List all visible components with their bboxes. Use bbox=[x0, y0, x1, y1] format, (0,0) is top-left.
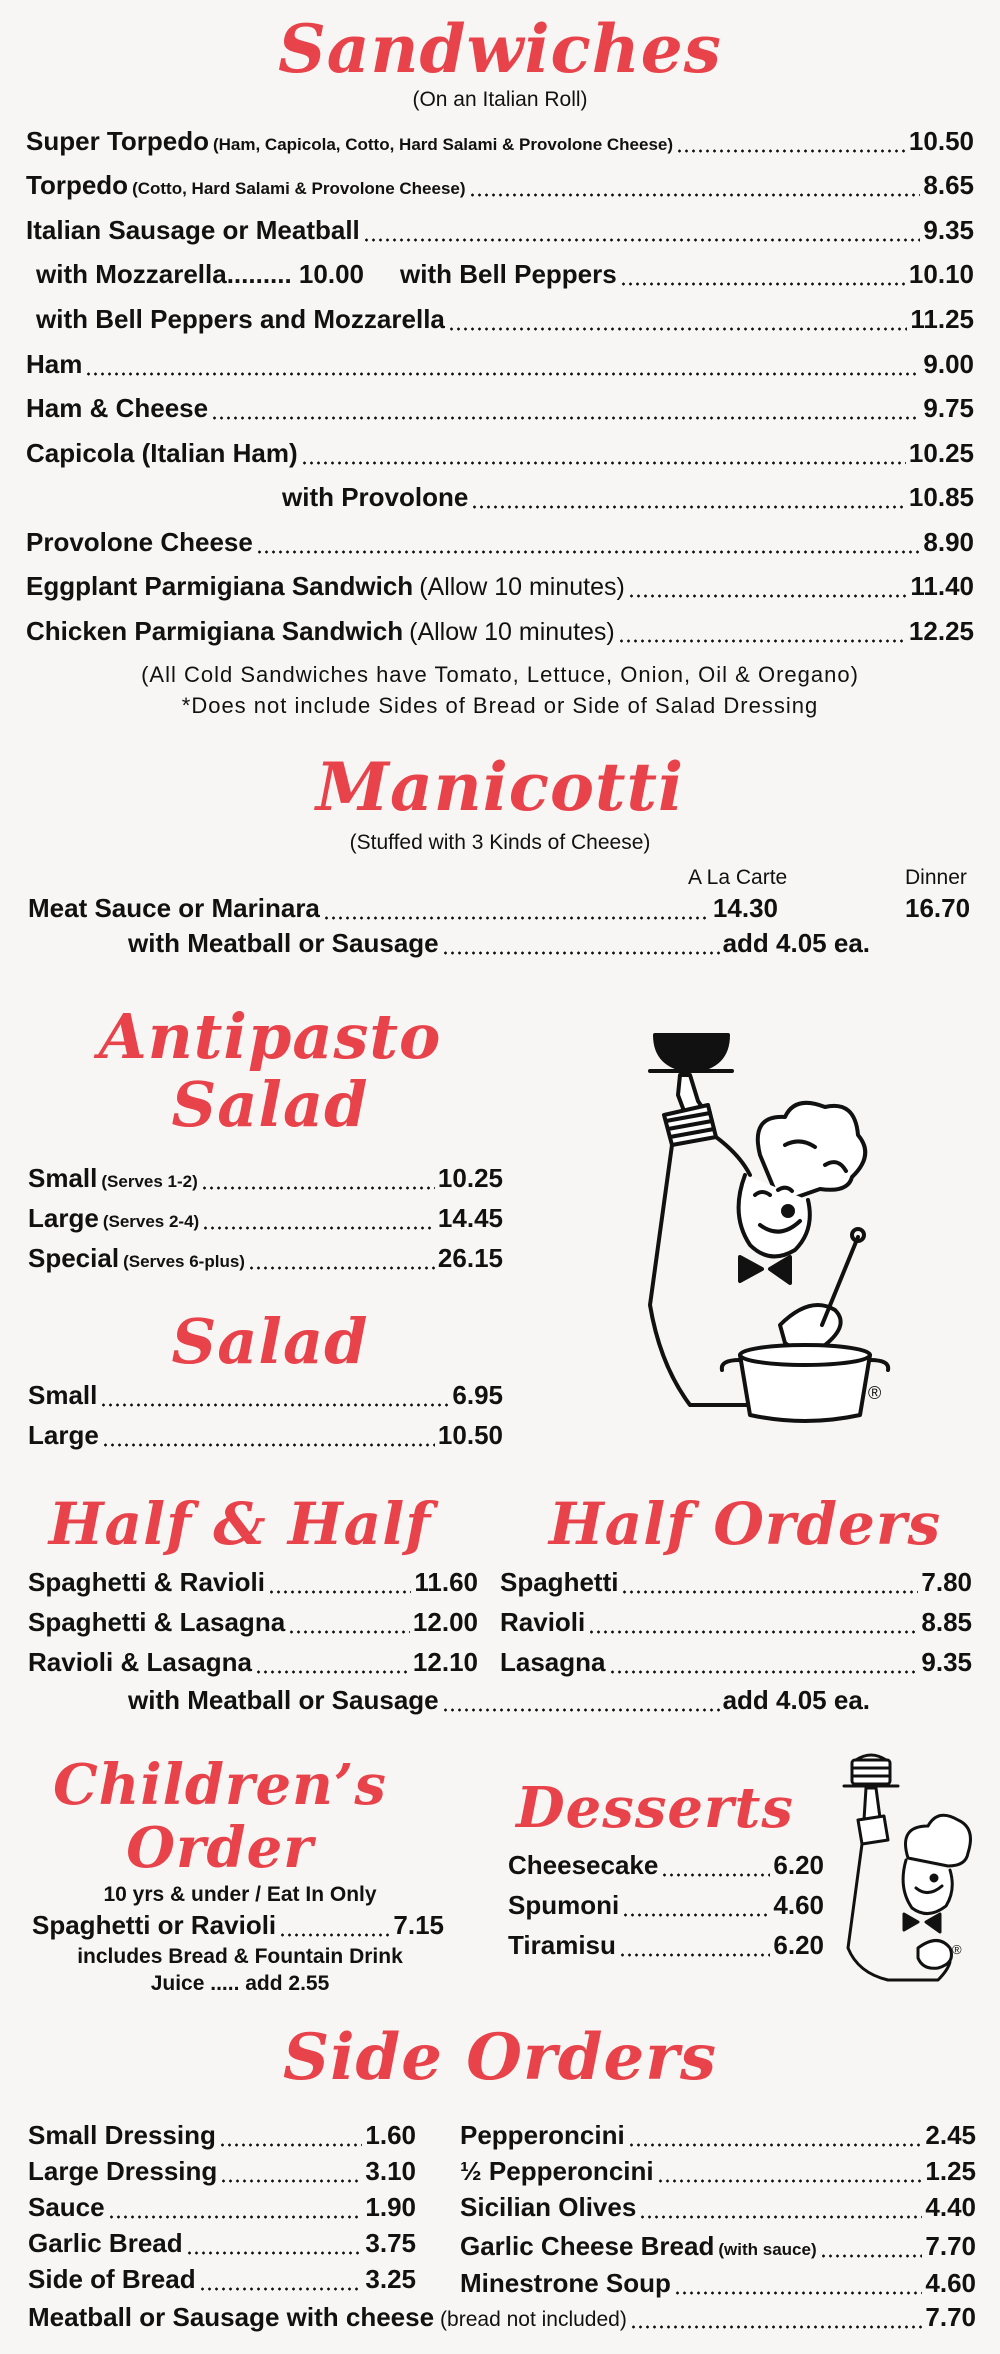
item-name: Sicilian Olives bbox=[460, 2192, 637, 2222]
item-note: (Allow 10 minutes) bbox=[419, 573, 625, 601]
item-note: (Serves 2-4) bbox=[102, 1212, 200, 1231]
item-price: 11.60 bbox=[414, 1567, 478, 1597]
menu-item bbox=[460, 2120, 976, 2154]
leader-dots bbox=[220, 2179, 362, 2183]
leader-dots bbox=[202, 1226, 435, 1230]
leader-dots bbox=[628, 594, 908, 598]
item-name: Super Torpedo bbox=[26, 126, 209, 156]
item-price: 4.40 bbox=[925, 2192, 976, 2222]
item-price: 9.00 bbox=[923, 349, 974, 379]
desserts-title: Desserts bbox=[516, 1775, 794, 1841]
item-name: Spaghetti bbox=[500, 1567, 619, 1597]
item-name: Small bbox=[28, 1380, 98, 1410]
item-price-dinner: 16.70 bbox=[905, 893, 971, 923]
item-name: Large bbox=[28, 1420, 99, 1450]
leader-dots bbox=[820, 2254, 923, 2258]
menu-item bbox=[28, 1380, 503, 1414]
leader-dots bbox=[620, 282, 906, 286]
menu-item bbox=[28, 2264, 416, 2298]
item-name: with Meatball or Sausage bbox=[128, 928, 439, 958]
leader-dots bbox=[618, 639, 906, 643]
menu-item bbox=[28, 2302, 976, 2336]
item-price: 9.75 bbox=[923, 393, 974, 423]
leader-dots bbox=[255, 1670, 410, 1674]
leader-dots bbox=[211, 416, 920, 420]
leader-dots bbox=[268, 1590, 411, 1594]
item-name: Spaghetti or Ravioli bbox=[32, 1910, 277, 1940]
menu-item bbox=[28, 1243, 503, 1277]
item-price: 10.85 bbox=[908, 482, 974, 512]
item-price: 1.60 bbox=[365, 2120, 416, 2150]
leader-dots bbox=[619, 1953, 770, 1957]
item-price: 9.35 bbox=[921, 1647, 972, 1677]
item-price: 7.70 bbox=[925, 2231, 976, 2261]
leader-dots bbox=[471, 505, 906, 509]
item-name: Torpedo bbox=[26, 170, 129, 200]
item-name: Eggplant Parmigiana Sandwich bbox=[26, 571, 414, 601]
menu-item bbox=[500, 1607, 972, 1641]
item-price: 7.80 bbox=[921, 1567, 972, 1597]
leader-dots bbox=[102, 1443, 435, 1447]
leader-dots bbox=[100, 1403, 449, 1407]
side-orders-title: Side Orders bbox=[283, 2020, 717, 2095]
childrens-title-line2: Order bbox=[126, 1815, 314, 1881]
leader-dots bbox=[108, 2215, 363, 2219]
menu-item bbox=[26, 438, 974, 472]
menu-item bbox=[28, 893, 778, 927]
item-name: Provolone Cheese bbox=[26, 527, 253, 557]
menu-item bbox=[36, 304, 974, 338]
leader-dots bbox=[657, 2179, 923, 2183]
childrens-includes: includes Bread & Fountain Drink bbox=[77, 1945, 403, 1968]
menu-item bbox=[508, 1850, 824, 1884]
leader-dots bbox=[676, 149, 906, 153]
item-price: 3.10 bbox=[365, 2156, 416, 2186]
item-name: with Bell Peppers and Mozzarella bbox=[36, 304, 445, 334]
item-price: 7.70 bbox=[925, 2302, 976, 2332]
item-name: Sauce bbox=[28, 2192, 105, 2222]
sandwiches-footnote: *Does not include Sides of Bread or Side of Salad Dressing bbox=[181, 693, 819, 718]
item-price: 10.50 bbox=[908, 126, 974, 156]
menu-item bbox=[28, 2192, 416, 2226]
item-name: Spaghetti & Lasagna bbox=[28, 1607, 286, 1637]
half-half-title: Half & Half bbox=[48, 1490, 432, 1558]
item-name: with Provolone bbox=[282, 482, 469, 512]
leader-dots bbox=[609, 1670, 919, 1674]
sandwiches-title: Sandwiches bbox=[278, 10, 722, 88]
item-price: 6.20 bbox=[773, 1930, 824, 1960]
item-price: 3.25 bbox=[365, 2264, 416, 2294]
item-name: Pepperoncini bbox=[460, 2120, 625, 2150]
item-note: (Cotto, Hard Salami & Provolone Cheese) bbox=[132, 179, 466, 198]
menu-item bbox=[28, 1203, 503, 1237]
item-price: 14.30 bbox=[712, 893, 778, 923]
menu-item bbox=[508, 1930, 824, 1964]
menu-item bbox=[28, 2156, 416, 2190]
leader-dots bbox=[621, 1590, 918, 1594]
leader-dots bbox=[442, 1708, 720, 1712]
leader-dots bbox=[219, 2143, 363, 2147]
leader-dots bbox=[588, 1630, 918, 1634]
leader-dots bbox=[628, 2143, 923, 2147]
item-price: 26.15 bbox=[437, 1243, 503, 1273]
item-price: 12.00 bbox=[412, 1607, 478, 1637]
item-price: 10.10 bbox=[908, 259, 974, 289]
item-note: (Ham, Capicola, Cotto, Hard Salami & Provolone Cheese) bbox=[212, 135, 674, 154]
item-price: 1.90 bbox=[365, 2192, 416, 2222]
item-note: (Serves 1-2) bbox=[101, 1172, 198, 1191]
item-name: Lasagna bbox=[500, 1647, 606, 1677]
item-name: Garlic Cheese Bread bbox=[460, 2231, 715, 2261]
leader-dots bbox=[622, 1913, 770, 1917]
leader-dots bbox=[639, 2215, 922, 2219]
item-name: Italian Sausage or Meatball bbox=[26, 215, 360, 245]
registered-mark: ® bbox=[868, 1383, 882, 1403]
item-price: 10.25 bbox=[437, 1163, 503, 1193]
leader-dots bbox=[85, 372, 920, 376]
menu-item bbox=[460, 2192, 976, 2226]
item-note: (with sauce) bbox=[718, 2240, 817, 2259]
leader-dots bbox=[661, 1873, 770, 1877]
item-price: 6.95 bbox=[452, 1380, 503, 1410]
item-name: Ham & Cheese bbox=[26, 393, 209, 423]
item-name: Chicken Parmigiana Sandwich bbox=[26, 616, 404, 646]
menu-item bbox=[500, 1567, 972, 1601]
menu-item bbox=[28, 2228, 416, 2262]
menu-item bbox=[508, 1890, 824, 1924]
item-price: 7.15 bbox=[393, 1910, 444, 1940]
salad-title: Salad bbox=[171, 1305, 369, 1378]
item-name: with Meatball or Sausage bbox=[128, 1685, 439, 1715]
item-price: 10.25 bbox=[908, 438, 974, 468]
menu-item bbox=[26, 349, 974, 383]
leader-dots bbox=[199, 2287, 363, 2291]
item-price: 4.60 bbox=[773, 1890, 824, 1920]
item-note: (bread not included) bbox=[440, 2308, 627, 2331]
item-name: Ravioli & Lasagna bbox=[28, 1647, 252, 1677]
menu-item bbox=[460, 2231, 976, 2265]
menu-item bbox=[26, 616, 974, 650]
menu-item bbox=[26, 527, 974, 561]
item-price: 14.45 bbox=[437, 1203, 503, 1233]
item-price: 9.35 bbox=[923, 215, 974, 245]
manicotti-title: Manicotti bbox=[315, 748, 685, 826]
menu-item bbox=[128, 928, 870, 962]
item-name: Meatball or Sausage with cheese bbox=[28, 2302, 435, 2332]
item-price: add 4.05 ea. bbox=[722, 928, 870, 958]
menu-item bbox=[26, 393, 974, 427]
antipasto-title-line2: Salad bbox=[171, 1068, 369, 1141]
item-name: Cheesecake bbox=[508, 1850, 659, 1880]
item-price: 1.25 bbox=[925, 2156, 976, 2186]
chef-illustration bbox=[620, 1025, 910, 1425]
leader-dots bbox=[279, 1933, 390, 1937]
item-name: Capicola (Italian Ham) bbox=[26, 438, 298, 468]
leader-dots bbox=[442, 951, 720, 955]
item-name: Small bbox=[28, 1163, 98, 1193]
menu-item bbox=[500, 1647, 972, 1681]
item-name: Special bbox=[28, 1243, 120, 1273]
half-orders-title: Half Orders bbox=[548, 1490, 942, 1558]
menu-item bbox=[28, 1607, 478, 1641]
registered-mark-small: ® bbox=[952, 1942, 962, 1957]
item-name: Tiramisu bbox=[508, 1930, 616, 1960]
leader-dots bbox=[248, 1266, 435, 1270]
menu-item bbox=[128, 1685, 870, 1719]
item-name: Large bbox=[28, 1203, 99, 1233]
menu-item bbox=[28, 1647, 478, 1681]
leader-dots bbox=[201, 1186, 435, 1190]
leader-dots bbox=[630, 2325, 923, 2329]
item-name: Side of Bread bbox=[28, 2264, 196, 2294]
item-price: 12.10 bbox=[412, 1647, 478, 1677]
leader-dots bbox=[674, 2291, 922, 2295]
menu-item bbox=[28, 2120, 416, 2154]
item-price: 10.50 bbox=[437, 1420, 503, 1450]
sandwiches-subtitle: (On an Italian Roll) bbox=[412, 88, 588, 111]
item-name: Large Dressing bbox=[28, 2156, 218, 2186]
item-name-secondary: with Bell Peppers bbox=[400, 259, 617, 289]
leader-dots bbox=[469, 193, 921, 197]
antipasto-title: Antipasto bbox=[98, 1000, 442, 1073]
item-name: Minestrone Soup bbox=[460, 2268, 671, 2298]
leader-dots bbox=[448, 327, 907, 331]
manicotti-subtitle: (Stuffed with 3 Kinds of Cheese) bbox=[349, 831, 651, 854]
item-price: 8.90 bbox=[923, 527, 974, 557]
menu-item bbox=[26, 571, 974, 605]
leader-dots bbox=[323, 916, 710, 920]
item-name: Spumoni bbox=[508, 1890, 620, 1920]
leader-dots bbox=[363, 238, 921, 242]
menu-item bbox=[282, 482, 974, 516]
item-name: Ham bbox=[26, 349, 83, 379]
menu-item bbox=[26, 126, 974, 160]
item-price: 11.25 bbox=[910, 304, 974, 334]
item-price: add 4.05 ea. bbox=[722, 1685, 870, 1715]
item-name: Spaghetti & Ravioli bbox=[28, 1567, 265, 1597]
leader-dots bbox=[301, 461, 906, 465]
item-price: 4.60 bbox=[925, 2268, 976, 2298]
item-price: 12.25 bbox=[908, 616, 974, 646]
column-header-dinner: Dinner bbox=[905, 866, 967, 889]
item-name: Meat Sauce or Marinara bbox=[28, 893, 320, 923]
leader-dots bbox=[186, 2251, 363, 2255]
menu-item bbox=[28, 1420, 503, 1454]
sandwiches-footnote: (All Cold Sandwiches have Tomato, Lettuce, Onion, Oil & Oregano) bbox=[141, 662, 859, 687]
leader-dots bbox=[256, 550, 921, 554]
item-price: 8.85 bbox=[921, 1607, 972, 1637]
childrens-juice: Juice ..... add 2.55 bbox=[150, 1972, 330, 1995]
menu-item bbox=[28, 1163, 503, 1197]
item-price: 8.65 bbox=[923, 170, 974, 200]
item-note: (Serves 6-plus) bbox=[123, 1252, 245, 1271]
item-name: Ravioli bbox=[500, 1607, 586, 1637]
item-price: 3.75 bbox=[365, 2228, 416, 2258]
item-name: ½ Pepperoncini bbox=[460, 2156, 654, 2186]
menu-item bbox=[32, 1910, 444, 1944]
column-header-a-la-carte: A La Carte bbox=[688, 866, 788, 889]
item-name: Garlic Bread bbox=[28, 2228, 183, 2258]
item-name: with Mozzarella......... 10.00 bbox=[36, 259, 364, 289]
item-note: (Allow 10 minutes) bbox=[409, 618, 615, 646]
childrens-note: 10 yrs & under / Eat In Only bbox=[103, 1883, 377, 1906]
menu-item bbox=[460, 2268, 976, 2302]
childrens-title: Children’s bbox=[53, 1752, 387, 1818]
menu-item bbox=[460, 2156, 976, 2190]
menu-item bbox=[36, 259, 974, 293]
leader-dots bbox=[288, 1630, 410, 1634]
item-price: 6.20 bbox=[773, 1850, 824, 1880]
item-price: 11.40 bbox=[910, 571, 974, 601]
menu-item bbox=[26, 170, 974, 204]
item-price: 2.45 bbox=[925, 2120, 976, 2150]
item-name: Small Dressing bbox=[28, 2120, 216, 2150]
menu-item bbox=[26, 215, 974, 249]
menu-item bbox=[28, 1567, 478, 1601]
